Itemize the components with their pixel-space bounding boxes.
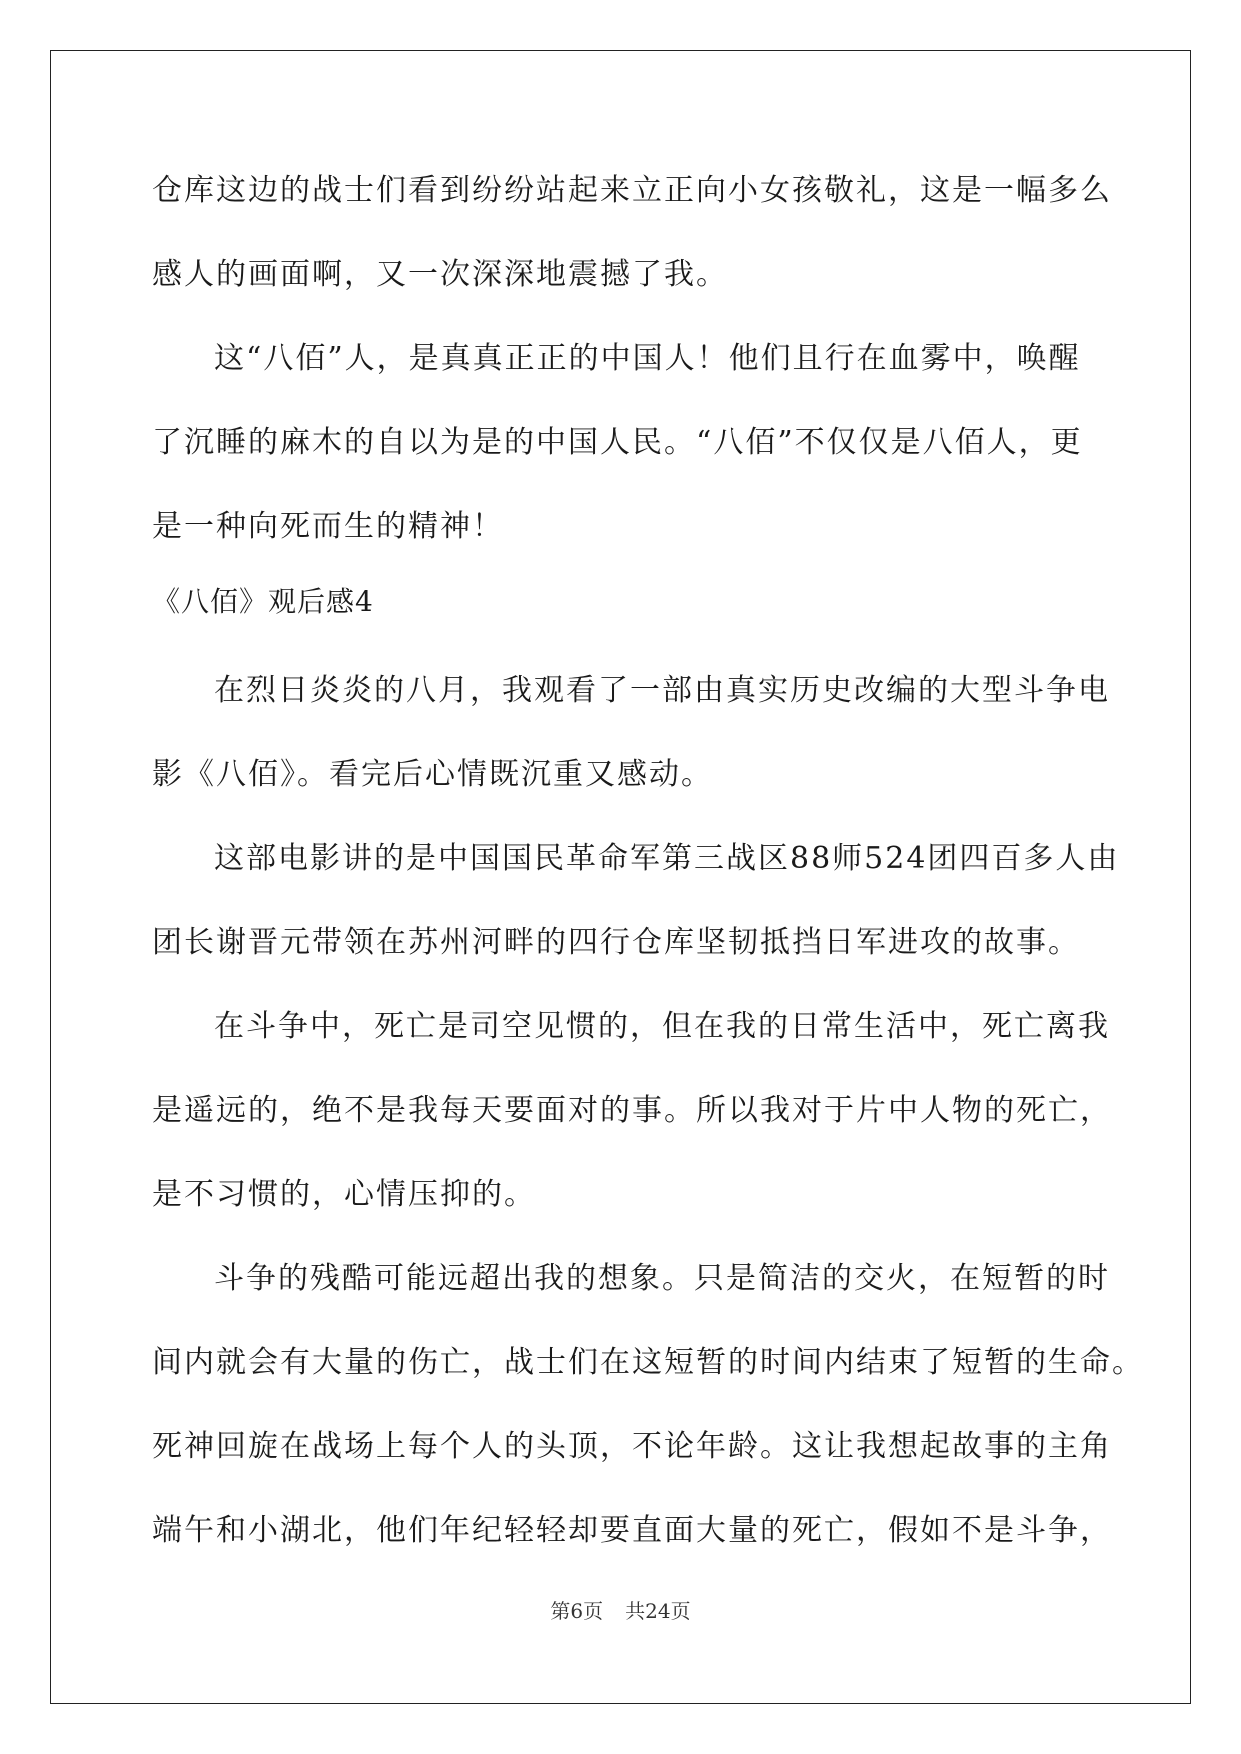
page-footer — [0, 1595, 1241, 1624]
body-line: 感人的画面啊，又一次深深地震撼了我。 — [152, 257, 728, 292]
page-total: 共24页 — [625, 1599, 691, 1623]
body-line: 死神回旋在战场上每个人的头顶，不论年龄。这让我想起故事的主角 — [152, 1429, 1112, 1464]
body-line: 了沉睡的麻木的自以为是的中国人民。“八佰”不仅仅是八佰人，更 — [152, 425, 1083, 460]
body-line: 影《八佰》。看完后心情既沉重又感动。 — [152, 757, 713, 792]
body-line: 仓库这边的战士们看到纷纷站起来立正向小女孩敬礼，这是一幅多么 — [152, 173, 1112, 208]
body-line: 间内就会有大量的伤亡，战士们在这短暂的时间内结束了短暂的生命。 — [152, 1345, 1144, 1380]
document-body — [152, 162, 1144, 1586]
body-line: 团长谢晋元带领在苏州河畔的四行仓库坚韧抵挡日军进攻的故事。 — [152, 925, 1080, 960]
page-number: 第6页 — [550, 1599, 604, 1623]
body-line: 在斗争中，死亡是司空见惯的，但在我的日常生活中，死亡离我 — [214, 1009, 1110, 1044]
body-line: 端午和小湖北，他们年纪轻轻却要直面大量的死亡，假如不是斗争， — [152, 1513, 1112, 1548]
body-line: 这部电影讲的是中国国民革命军第三战区88师524团四百多人由 — [214, 841, 1120, 876]
body-line: 这“八佰”人，是真真正正的中国人！他们且行在血雾中，唤醒 — [214, 341, 1081, 376]
body-line: 斗争的残酷可能远超出我的想象。只是简洁的交火，在短暂的时 — [214, 1261, 1110, 1296]
body-line: 在烈日炎炎的八月，我观看了一部由真实历史改编的大型斗争电 — [214, 673, 1110, 708]
body-line: 是一种向死而生的精神！ — [152, 509, 504, 544]
body-line: 是遥远的，绝不是我每天要面对的事。所以我对于片中人物的死亡， — [152, 1093, 1112, 1128]
section-heading: 《八佰》观后感4 — [152, 585, 374, 618]
body-line: 是不习惯的，心情压抑的。 — [152, 1177, 536, 1212]
